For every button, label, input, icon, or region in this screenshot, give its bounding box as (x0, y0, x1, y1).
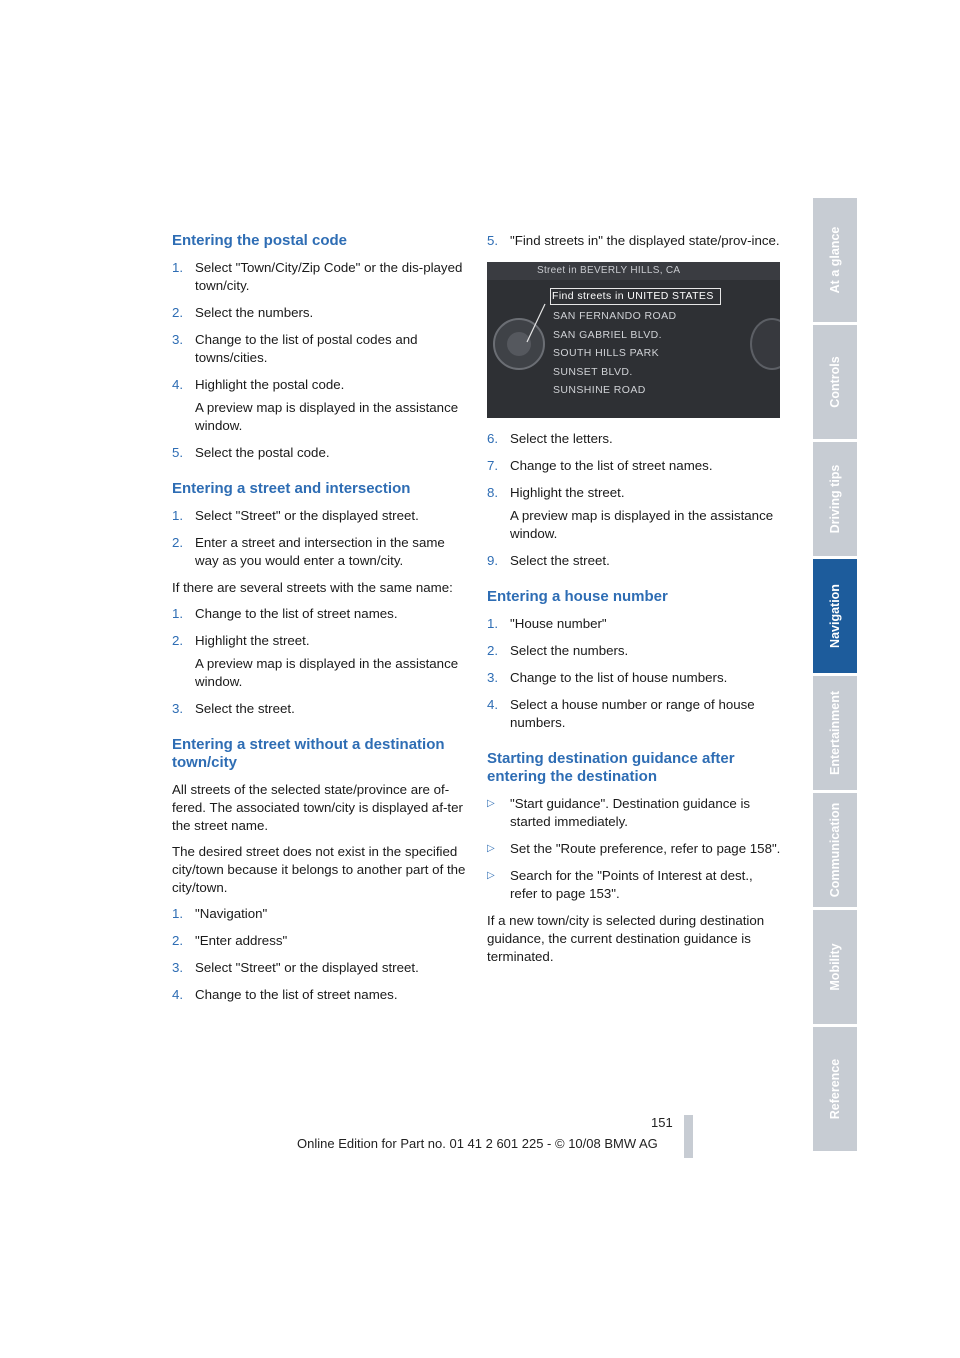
chapter-tabs (813, 198, 857, 1154)
heading-house-number: Entering a house number (487, 588, 668, 605)
list-street-steps (487, 430, 782, 570)
triangle-bullet-icon: ▷ (487, 870, 495, 881)
screen-item[interactable]: SUNSHINE ROAD (553, 384, 646, 396)
screen-header: Street in BEVERLY HILLS, CA (487, 262, 780, 280)
list-item: 3. Select the street. (172, 701, 295, 716)
list-item: 4. Highlight the postal code. A preview map is displayed in the assistance window. (172, 377, 459, 433)
screen-item[interactable]: SOUTH HILLS PARK (553, 347, 659, 359)
list-item: 2. "Enter address" (172, 933, 288, 948)
list-street-without-destination (172, 905, 467, 1004)
controller-knob-right-icon (750, 318, 780, 370)
screen-item-find-streets[interactable]: Find streets in UNITED STATES (550, 288, 721, 305)
triangle-bullet-icon: ▷ (487, 843, 495, 854)
list-item: 2. Highlight the street. A preview map is displayed in the assistance window. (172, 633, 459, 689)
list-item: 7. Change to the list of street names. (487, 458, 713, 473)
heading-postal-code: Entering the postal code (172, 232, 348, 249)
footer-edition: Online Edition for Part no. 01 41 2 601 225 - © 10/08 BMW AG (297, 1136, 658, 1151)
list-item: 3. Change to the list of postal codes and towns/cities. (172, 332, 418, 365)
list-item: 3. Select "Street" or the displayed street. (172, 960, 419, 975)
heading-street-without-destination: Entering a street without a destination town/city (172, 736, 445, 771)
list-item: 1. Select "Street" or the displayed street. (172, 508, 419, 523)
heading-starting-guidance: Starting destination guidance after entering the destination (487, 750, 735, 785)
list-item: 6. Select the letters. (487, 431, 613, 446)
list-item: 1. "House number" (487, 616, 607, 631)
page-number: 151 (651, 1115, 673, 1130)
paragraph: If a new town/city is selected during destination guidance, the current destination guidance is terminated. (487, 913, 765, 964)
list-item: 9. Select the street. (487, 553, 610, 568)
paragraph: All streets of the selected state/province are of-fered. The associated town/city is displayed af-ter the street name. (172, 782, 463, 833)
tab-at-a-glance[interactable]: At a glance (813, 198, 857, 322)
list-item: 2. Enter a street and intersection in the same way as you would enter a town/city. (172, 535, 445, 568)
list-postal-code (172, 259, 467, 462)
page-marker-bar (684, 1115, 693, 1158)
bullet-list (487, 795, 782, 903)
tab-navigation[interactable]: Navigation (813, 559, 857, 673)
right-column (487, 232, 782, 974)
list-item: 1. "Navigation" (172, 906, 268, 921)
list-item: 4. Change to the list of street names. (172, 987, 398, 1002)
screen-item[interactable]: SAN GABRIEL BLVD. (553, 328, 662, 341)
list-item: 5. "Find streets in" the displayed state/prov-ince. (487, 233, 780, 248)
list-item: 2. Select the numbers. (172, 305, 314, 320)
list-item: 2. Select the numbers. (487, 643, 629, 658)
list-street-intersection (172, 507, 467, 570)
screen-item[interactable]: SAN FERNANDO ROAD (553, 310, 677, 322)
screen-item[interactable]: SUNSET BLVD. (553, 365, 633, 378)
list-item: 1. Select "Town/City/Zip Code" or the dis-played town/city. (172, 260, 463, 293)
idrive-screenshot (487, 262, 780, 418)
list-item: 8. Highlight the street. A preview map is displayed in the assistance window. (487, 485, 774, 541)
list-same-name (172, 605, 467, 718)
tab-communication[interactable]: Communication (813, 793, 857, 907)
tab-reference[interactable]: Reference (813, 1027, 857, 1151)
list-house-number (487, 615, 782, 732)
screen-list (551, 286, 721, 400)
list-item: 1. Change to the list of street names. (172, 606, 398, 621)
pointer-line-icon (525, 302, 549, 344)
tab-driving-tips[interactable]: Driving tips (813, 442, 857, 556)
paragraph: If there are several streets with the same name: (172, 580, 453, 595)
bullet-item: ▷ Search for the "Points of Interest at dest., refer to page 153". (487, 868, 753, 901)
list-item: 4. Select a house number or range of house numbers. (487, 697, 755, 730)
tab-entertainment[interactable]: Entertainment (813, 676, 857, 790)
tab-controls[interactable]: Controls (813, 325, 857, 439)
tab-mobility[interactable]: Mobility (813, 910, 857, 1024)
paragraph: The desired street does not exist in the specified city/town because it belongs to another part of the city/town. (172, 844, 466, 895)
heading-street-intersection: Entering a street and intersection (172, 480, 411, 497)
bullet-item: ▷ "Start guidance". Destination guidance is started immediately. (487, 796, 751, 829)
left-column (172, 232, 467, 1013)
bullet-item: ▷ Set the "Route preference, refer to page 158". (487, 841, 781, 856)
list-item: 3. Change to the list of house numbers. (487, 670, 728, 685)
list-item: 5. Select the postal code. (172, 445, 330, 460)
triangle-bullet-icon: ▷ (487, 798, 495, 809)
